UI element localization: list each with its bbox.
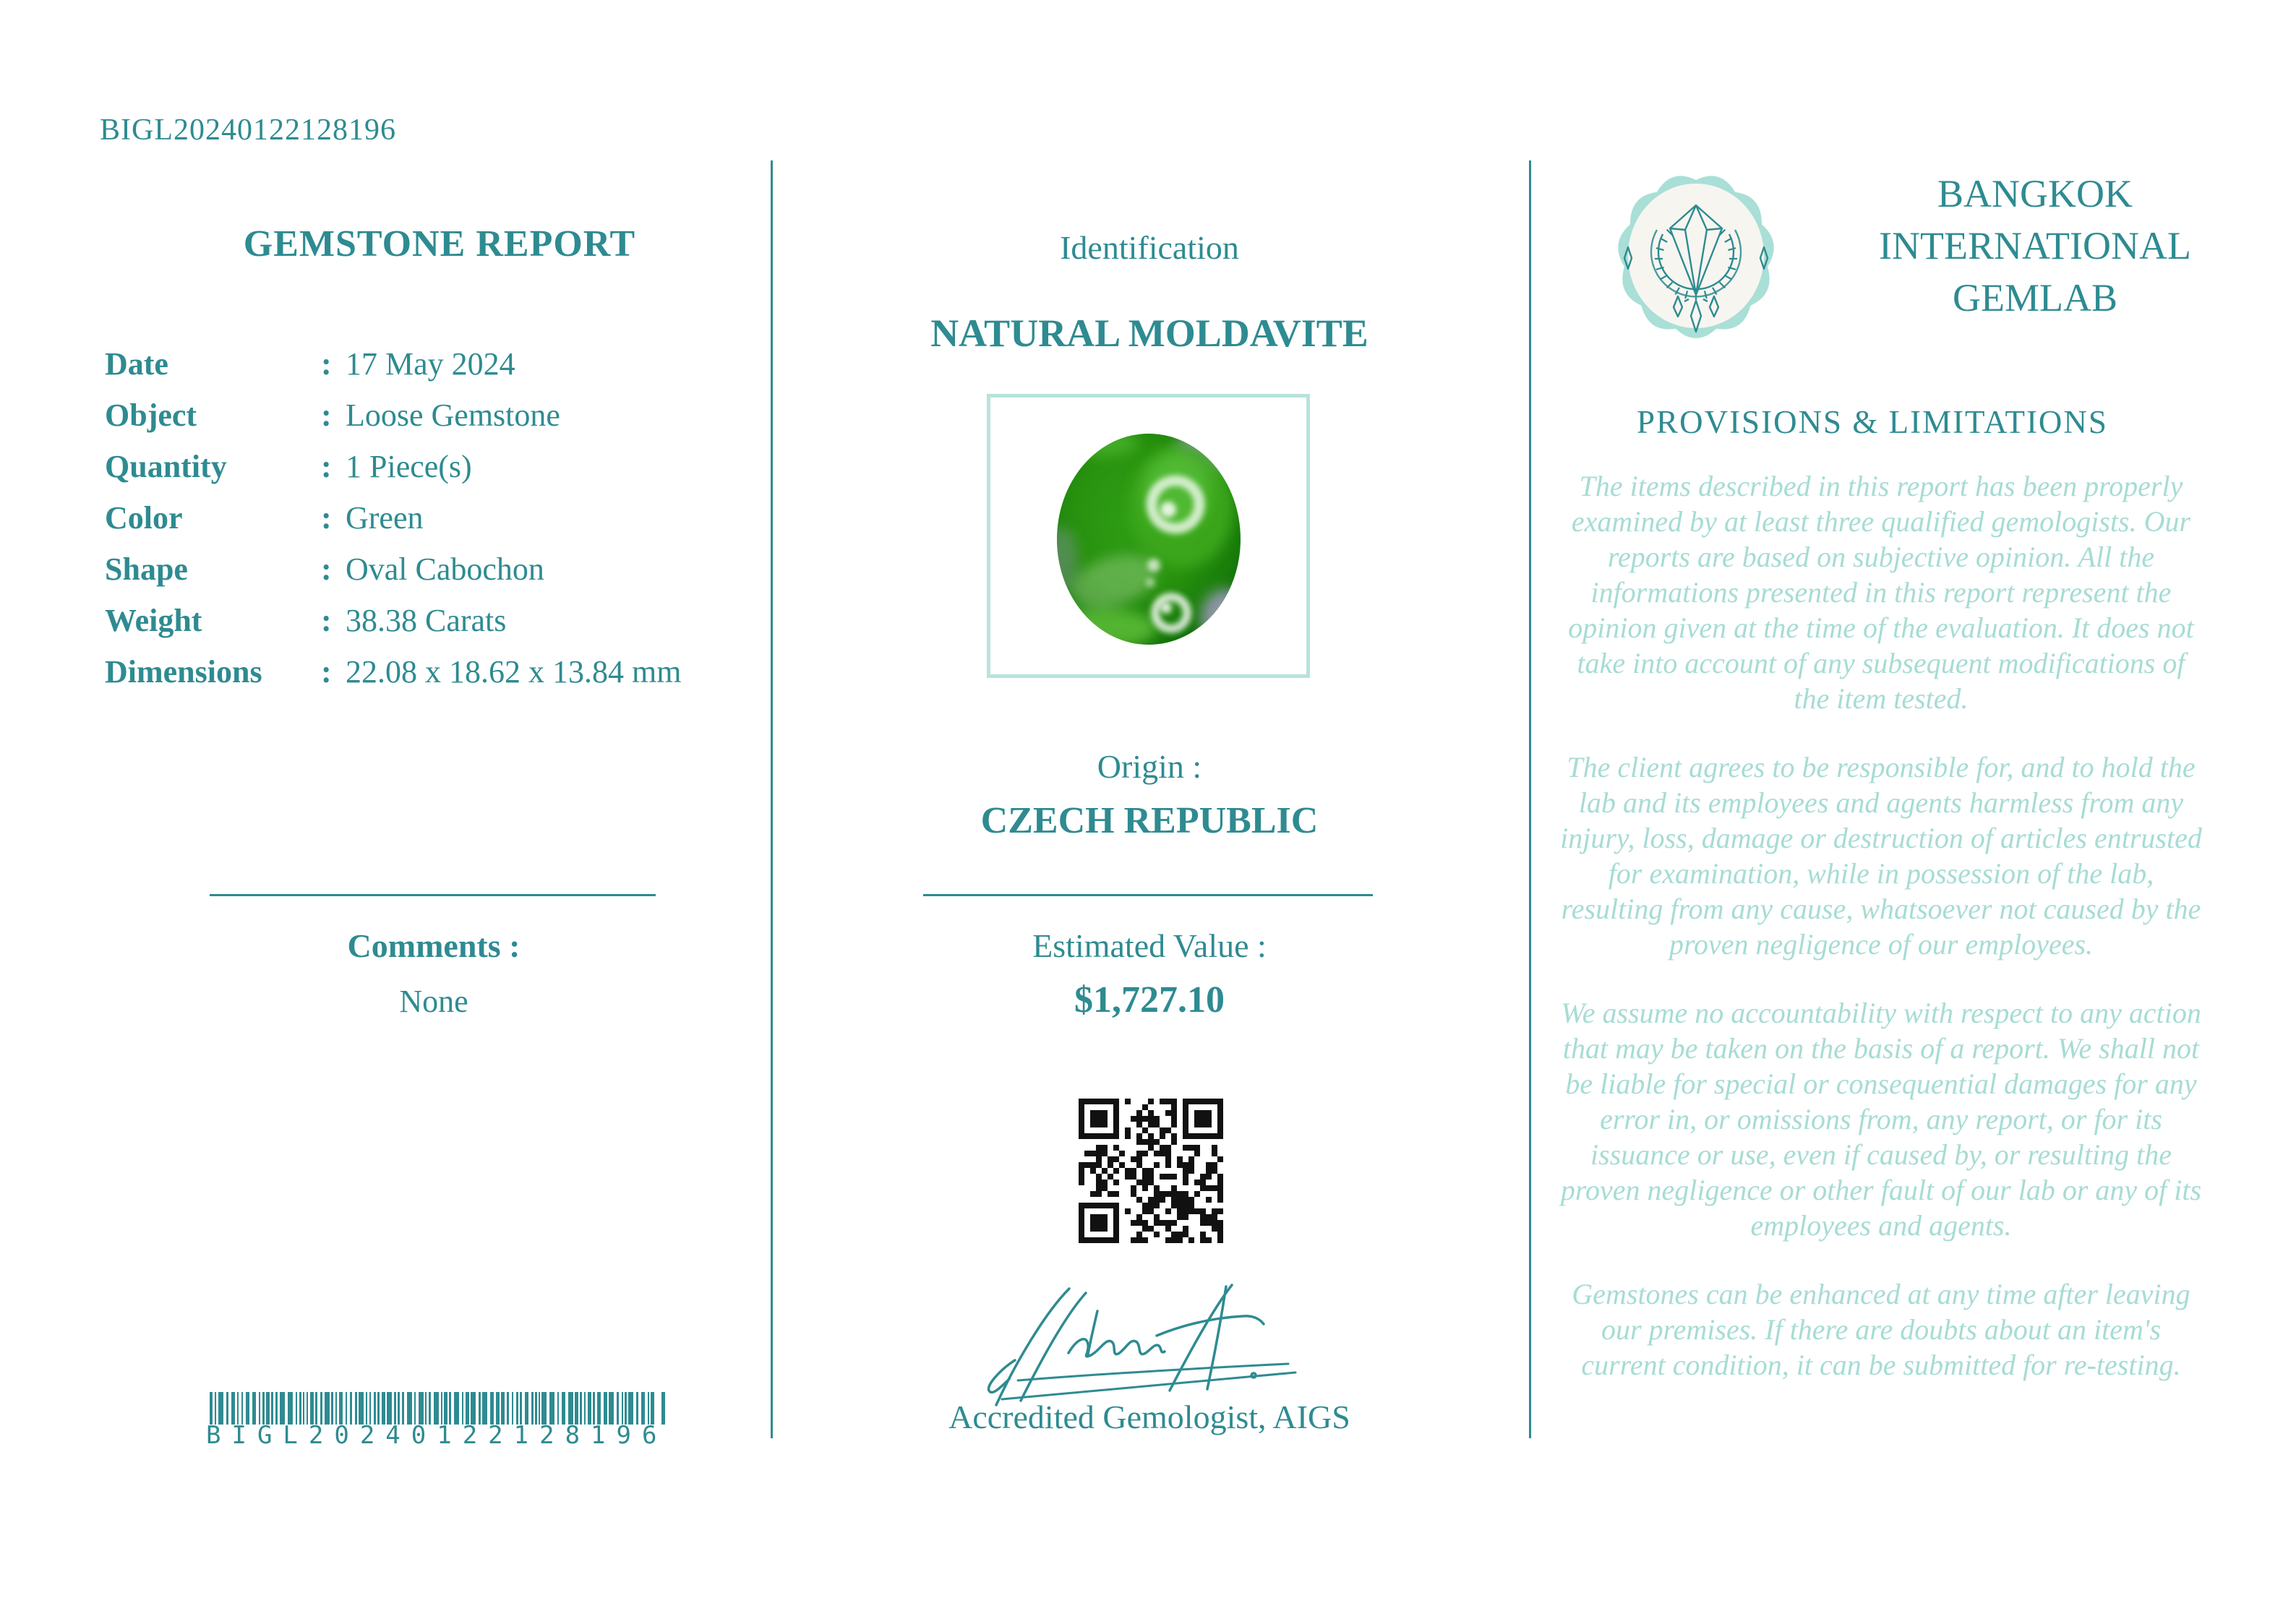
field-colon: : (321, 449, 332, 484)
field-row-shape (105, 544, 741, 595)
identification-section-title: Identification (1060, 229, 1239, 266)
field-row-weight (105, 595, 741, 646)
comments-divider (210, 894, 656, 896)
barcode-label: BIGL20240122128196 (206, 1421, 668, 1450)
comments-title: Comments : (347, 927, 521, 964)
column-divider-left (771, 160, 773, 1438)
gemstone-image (990, 398, 1306, 674)
estimated-value-divider (923, 894, 1373, 896)
field-value: Green (346, 500, 424, 536)
field-value: 17 May 2024 (346, 346, 515, 382)
field-colon: : (321, 551, 332, 587)
report-title: GEMSTONE REPORT (243, 223, 636, 265)
gem-name: NATURAL MOLDAVITE (930, 312, 1368, 355)
field-label: Weight (105, 603, 202, 638)
provisions-paragraphs (1559, 468, 2203, 1383)
field-value: 38.38 Carats (346, 603, 507, 638)
provision-paragraph: We assume no accountability with respect to any action that may be taken on the basis of a report. We shall not be liable for special or consequential damages for any error in, or omissions from, any report, or for its issuance or use, even if caused by, or resulting the proven negligence or other fault of our lab or any of its employees and agents. (1560, 997, 2202, 1242)
lab-name (1865, 168, 2205, 324)
barcode-icon (210, 1392, 665, 1425)
field-value: Loose Gemstone (346, 398, 560, 433)
field-colon: : (321, 346, 332, 382)
field-row-date (105, 338, 741, 390)
field-label: Quantity (105, 449, 227, 484)
comments-value: None (399, 984, 468, 1019)
field-row-color (105, 492, 741, 544)
provision-paragraph: The client agrees to be responsible for, and to hold the lab and its employees and agents harmless from any injury, loss, damage or destruction of articles entrusted for examination, while in possession of the lab, resulting from any cause, whatsoever not caused by the proven negligence of our employees. (1560, 751, 2202, 961)
field-label: Date (105, 346, 168, 382)
signer-title: Accredited Gemologist, AIGS (948, 1399, 1350, 1435)
field-label: Dimensions (105, 654, 262, 689)
origin-label: Origin : (1097, 748, 1202, 785)
provision-paragraph: Gemstones can be enhanced at any time after leaving our premises. If there are doubts about an item's current condition, it can be submitted for re-testing. (1572, 1278, 2190, 1381)
lab-name-line: INTERNATIONAL (1879, 224, 2191, 267)
lab-name-line: BANGKOK (1937, 172, 2133, 215)
column-divider-right (1529, 160, 1531, 1438)
field-row-object (105, 390, 741, 441)
estimated-value-amount: $1,727.10 (1074, 979, 1225, 1021)
field-colon: : (321, 603, 332, 638)
field-label: Shape (105, 551, 188, 587)
field-colon: : (321, 500, 332, 536)
lab-logo-icon (1606, 163, 1786, 350)
lab-name-line: GEMLAB (1953, 276, 2117, 319)
gem-photo-frame (987, 394, 1310, 678)
estimated-value-label: Estimated Value : (1032, 927, 1267, 964)
field-colon: : (321, 398, 332, 433)
field-row-quantity (105, 441, 741, 492)
field-value: 1 Piece(s) (346, 449, 472, 484)
field-label: Color (105, 500, 183, 536)
report-fields-table (105, 338, 741, 697)
gemologist-signature (976, 1266, 1323, 1411)
field-label: Object (105, 398, 197, 433)
report-number: BIGL20240122128196 (100, 113, 396, 147)
field-value: Oval Cabochon (346, 551, 544, 587)
field-row-dimensions (105, 646, 741, 697)
qr-code (1079, 1099, 1223, 1243)
origin-value: CZECH REPUBLIC (980, 800, 1319, 841)
provision-paragraph: The items described in this report has been properly examined by at least three qualified gemologists. Our reports are based on subjective opinion. All the informations presented in this report represent the opinion given at the time of the evaluation. It does not take into account of any subsequent modifications of the item tested. (1568, 470, 2194, 715)
field-colon: : (321, 654, 332, 689)
provisions-title: PROVISIONS & LIMITATIONS (1637, 404, 2108, 440)
field-value: 22.08 x 18.62 x 13.84 mm (346, 654, 682, 689)
